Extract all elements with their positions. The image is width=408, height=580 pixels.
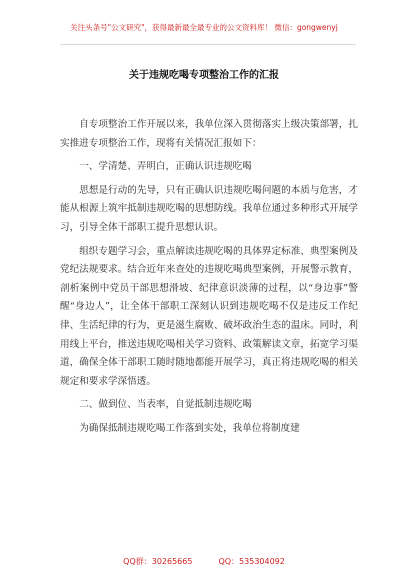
footer-qq: QQ：535304092	[218, 557, 285, 566]
paragraph: 为确保抵制违规吃喝工作落到实处，我单位将制度建	[79, 422, 300, 434]
header-banner: 关注头条号"公文研究"，获得最新最全最专业的公文资料库！ 微信：gongwenyj	[70, 23, 338, 32]
paragraph-intro: 自专项整治工作开展以来，我单位深入贯彻落实上级决策部署，扎实推进专项整治工作，现将有关情况汇报如下：	[60, 119, 358, 149]
footer-qq-group: QQ群：30265665	[123, 557, 193, 566]
document-body	[60, 116, 358, 439]
header-divider	[60, 44, 356, 45]
section-heading-2: 二、做到位、当表率，自觉抵制违规吃喝	[79, 399, 252, 411]
document-title: 关于违规吃喝专项整治工作的汇报	[129, 70, 279, 81]
footer-contact	[0, 556, 408, 567]
paragraph: 思想是行动的先导，只有正确认识违规吃喝问题的本质与危害，才能从根源上筑牢抵制违规吃喝的思想防线。我单位通过多种形式开展学习，引导全体干部职工提升思想认识。	[60, 184, 358, 233]
paragraph: 组织专题学习会，重点解读违规吃喝的具体界定标准、典型案例及党纪法规要求。结合近年来查处的违规吃喝典型案例，开展警示教育，剖析案例中党员干部思想滑坡、纪律意识淡薄的过程，以“身边事”警醒“身边人”，让全体干部职工深刻认识到违规吃喝不仅是违反工作纪律、生活纪律的行为，更是滋生腐败、破坏政治生态的温床。同时，利用线上平台，推送违规吃喝相关学习资料、政策解读文章，拓宽学习渠道，确保全体干部职工随时随地都能开展学习，真正将违规吃喝的相关规定和要求学深悟透。	[60, 245, 358, 387]
section-heading-1: 一、学清楚、弄明白，正确认识违规吃喝	[79, 161, 252, 173]
